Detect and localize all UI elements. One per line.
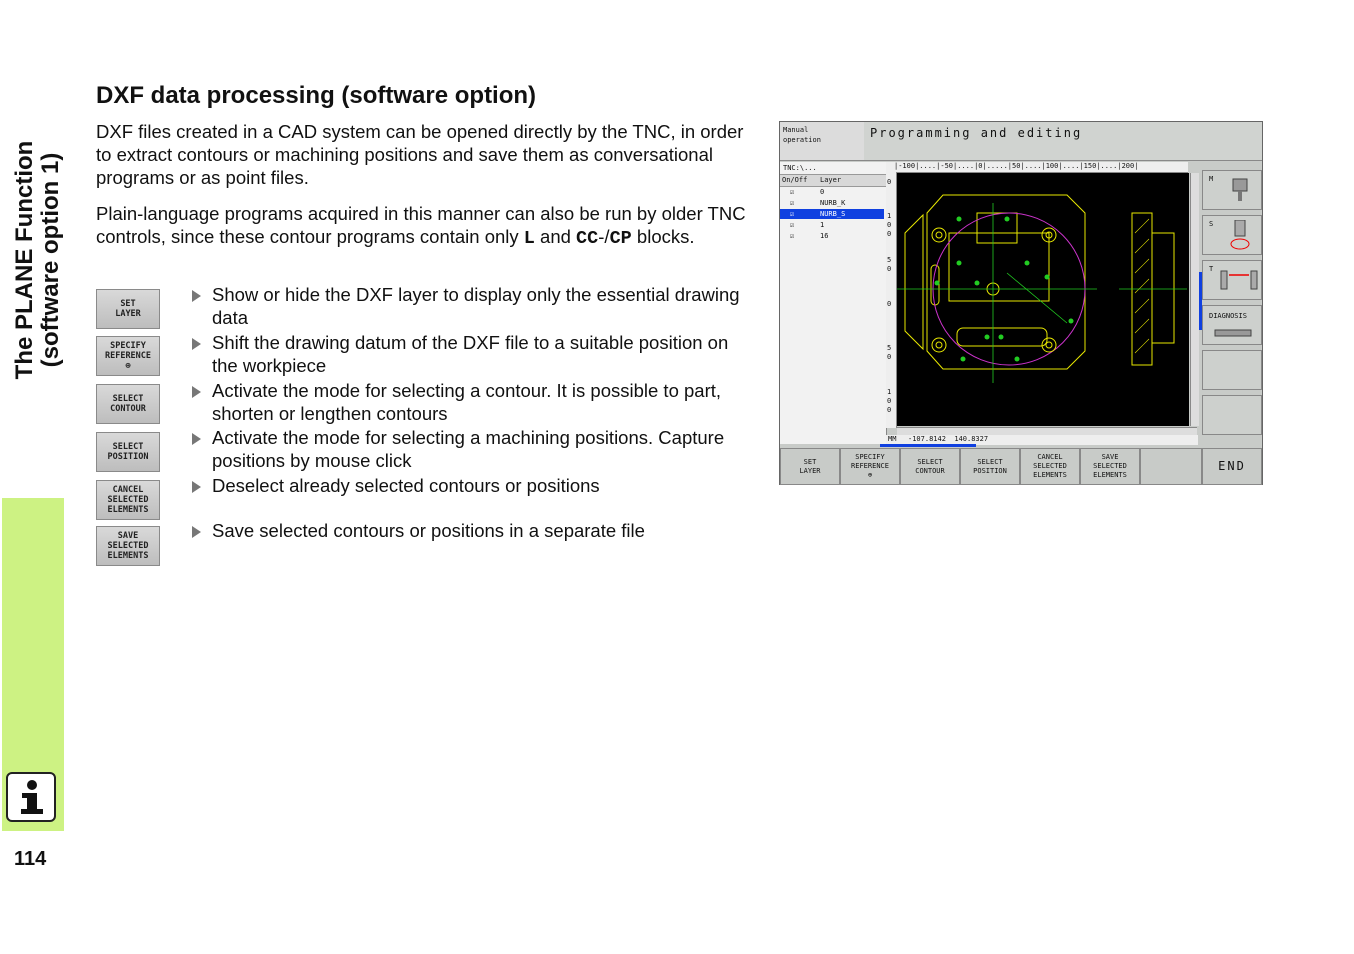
softkey-set-layer	[96, 289, 160, 329]
coords-unit: MM	[888, 435, 897, 443]
ruler-left-label: 0	[887, 178, 892, 186]
softkey-label: SET	[120, 299, 136, 309]
bar-softkey-end[interactable]	[1202, 448, 1262, 485]
softkey-specify-reference	[96, 336, 160, 376]
arrow-right-icon	[192, 338, 201, 350]
mode-line1: Manual	[783, 126, 809, 134]
dxf-drawing-area[interactable]	[897, 173, 1189, 426]
reference-icon: ⊕	[867, 471, 873, 479]
selection-bar	[1199, 272, 1202, 330]
bullet-text: Save selected contours or positions in a separate file	[212, 520, 645, 541]
bullet-text: Shift the drawing datum of the DXF file to a suitable position on the workpiece	[212, 332, 729, 376]
softkey-label: END	[1218, 459, 1246, 473]
layer-row[interactable]: NURB_K	[820, 199, 846, 207]
arrow-right-icon	[192, 433, 201, 445]
softkey-label: ELEMENTS	[107, 505, 149, 515]
arrow-right-icon	[192, 526, 201, 538]
section-heading: DXF data processing (software option)	[96, 82, 537, 109]
diagnosis-icon	[1213, 326, 1253, 340]
file-path: TNC:\...	[783, 164, 817, 172]
bar-softkey-specify-reference[interactable]	[840, 448, 900, 485]
softkey-label: CANCEL	[1037, 453, 1063, 461]
softkey-m[interactable]	[1202, 170, 1262, 210]
softkey-label: SELECT	[112, 394, 144, 404]
softkey-cancel-selected	[96, 480, 160, 520]
softkey-label: ELEMENTS	[107, 551, 149, 561]
softkey-label: SELECT	[917, 457, 943, 466]
softkey-label: SELECTED	[107, 541, 149, 551]
layer-panel	[780, 162, 887, 444]
arrow-right-icon	[192, 290, 201, 302]
intro-paragraph: DXF files created in a CAD system can be opened directly by the TNC, in order to extract contours or machining positions and save them as conversational programs or as point files.	[96, 121, 744, 188]
ruler-left-label: 5 0	[887, 344, 892, 361]
col-onoff: On/Off	[782, 176, 808, 184]
softkey-label: T	[1209, 265, 1214, 273]
active-indicator	[880, 444, 976, 447]
vertical-scrollbar[interactable]	[1190, 173, 1199, 426]
ruler-left-label: 1 0 0	[887, 388, 892, 414]
bar-softkey-set-layer[interactable]	[780, 448, 840, 485]
chapter-title-line1: The PLANE Function	[11, 140, 38, 380]
ruler-left-label: 1 0 0	[887, 212, 892, 238]
softkey-label: SAVE	[1101, 453, 1119, 461]
bullet-select-position	[192, 427, 752, 473]
screen-title: Programming and editing	[870, 126, 1083, 140]
bullet-text: Activate the mode for selecting a contour. It is possible to part, shorten or lengthen contours	[212, 380, 722, 424]
softkey-label: ELEMENTS	[1093, 471, 1127, 479]
softkey-label: REFERENCE	[851, 462, 889, 470]
softkey-empty-2[interactable]	[1202, 395, 1262, 435]
tnc-screenshot	[779, 121, 1263, 485]
softkey-s[interactable]	[1202, 215, 1262, 255]
softkey-save-selected	[96, 526, 160, 566]
layer-row[interactable]: 0	[820, 188, 825, 196]
tool-icon	[1217, 265, 1261, 295]
checkbox-icon[interactable]: ☑	[790, 199, 795, 207]
bullet-set-layer	[192, 284, 752, 330]
bullet-specify-reference	[192, 332, 752, 378]
softkey-label: REFERENCE	[104, 351, 152, 361]
coords-value: -107.8142 140.8327	[908, 435, 989, 443]
checkbox-icon[interactable]: ☑	[790, 232, 795, 240]
softkey-label: LAYER	[799, 466, 821, 475]
bar-softkey-cancel-selected[interactable]	[1020, 448, 1080, 485]
code-cc: CC	[576, 227, 599, 249]
ruler-left-label: 0	[887, 300, 892, 308]
bullet-text: Deselect already selected contours or positions	[212, 475, 600, 496]
softkey-empty-1[interactable]	[1202, 350, 1262, 390]
softkey-label: SELECT	[977, 457, 1003, 466]
bullet-save-selected	[192, 520, 752, 543]
p2-text-mid: and	[534, 225, 577, 247]
softkey-label: CONTOUR	[915, 466, 945, 475]
bullet-select-contour	[192, 380, 752, 426]
layer-row[interactable]: 1	[820, 221, 825, 229]
mode-panel	[780, 122, 865, 161]
col-layer: Layer	[820, 176, 842, 184]
softkey-select-position	[96, 432, 160, 472]
bullet-text: Activate the mode for selecting a machining positions. Capture positions by mouse click	[212, 427, 725, 471]
softkey-label: CONTOUR	[110, 404, 146, 414]
p2-slash: -/	[598, 225, 610, 247]
title-panel	[864, 122, 1262, 161]
softkey-label: POSITION	[973, 466, 1007, 475]
ruler-left-label: 5 0	[887, 256, 892, 273]
chapter-title-line2: (software option 1)	[37, 152, 64, 368]
layer-row[interactable]: 16	[820, 232, 829, 240]
ruler-left	[886, 172, 897, 428]
bar-softkey-save-selected[interactable]	[1080, 448, 1140, 485]
checkbox-icon[interactable]: ☑	[790, 221, 795, 229]
softkey-label: SELECTED	[1093, 462, 1127, 470]
softkey-label: SELECTED	[1033, 462, 1067, 470]
bullet-text: Show or hide the DXF layer to display only the essential drawing data	[212, 284, 740, 328]
ruler-top	[886, 162, 1188, 173]
softkey-label: ELEMENTS	[1033, 471, 1067, 479]
p2-text-before: Plain-language programs acquired in this manner can also be run by older TNC controls, since these contour programs contain only	[96, 203, 746, 247]
spindle-icon	[1231, 177, 1249, 203]
arrow-right-icon	[192, 386, 201, 398]
layer-header	[780, 174, 886, 187]
ruler-top-labels: |-100|....|-50|....|0|.....|50|....|100|....|150|....|200|	[894, 162, 1139, 170]
p2-text-after: blocks.	[631, 225, 695, 247]
arrow-right-icon	[192, 481, 201, 493]
bullet-cancel-selected	[192, 475, 752, 498]
code-l: L	[523, 227, 535, 249]
bar-softkey-select-contour[interactable]	[900, 448, 960, 485]
softkey-diagnosis[interactable]	[1202, 305, 1262, 345]
softkey-label: SELECTED	[107, 495, 149, 505]
softkey-label: POSITION	[107, 452, 149, 462]
softkey-label: SAVE	[117, 531, 139, 541]
softkey-label: SPECIFY	[110, 341, 146, 351]
softkey-label: SELECT	[112, 442, 144, 452]
bar-softkey-select-position[interactable]	[960, 448, 1020, 485]
reference-icon: ⊕	[125, 361, 131, 371]
softkey-select-contour	[96, 384, 160, 424]
softkey-t[interactable]	[1202, 260, 1262, 300]
bar-softkey-empty[interactable]	[1140, 448, 1202, 485]
info-icon	[6, 772, 56, 822]
softkey-label: LAYER	[115, 309, 141, 319]
softkey-label: SET	[803, 457, 817, 466]
mode-line2: operation	[783, 136, 821, 144]
softkey-label: M	[1209, 175, 1214, 183]
speed-icon	[1229, 220, 1251, 252]
softkey-label: CANCEL	[112, 485, 144, 495]
page-number: 114	[14, 848, 47, 870]
checkbox-icon[interactable]: ☑	[790, 210, 795, 218]
code-cp: CP	[609, 227, 632, 249]
softkey-label: S	[1209, 220, 1214, 228]
compat-paragraph	[96, 203, 756, 251]
softkey-label: SPECIFY	[855, 453, 885, 461]
layer-row[interactable]: NURB_S	[820, 210, 846, 218]
checkbox-icon[interactable]: ☑	[790, 188, 795, 196]
chapter-title	[12, 50, 64, 470]
softkey-label: DIAGNOSIS	[1209, 312, 1247, 320]
